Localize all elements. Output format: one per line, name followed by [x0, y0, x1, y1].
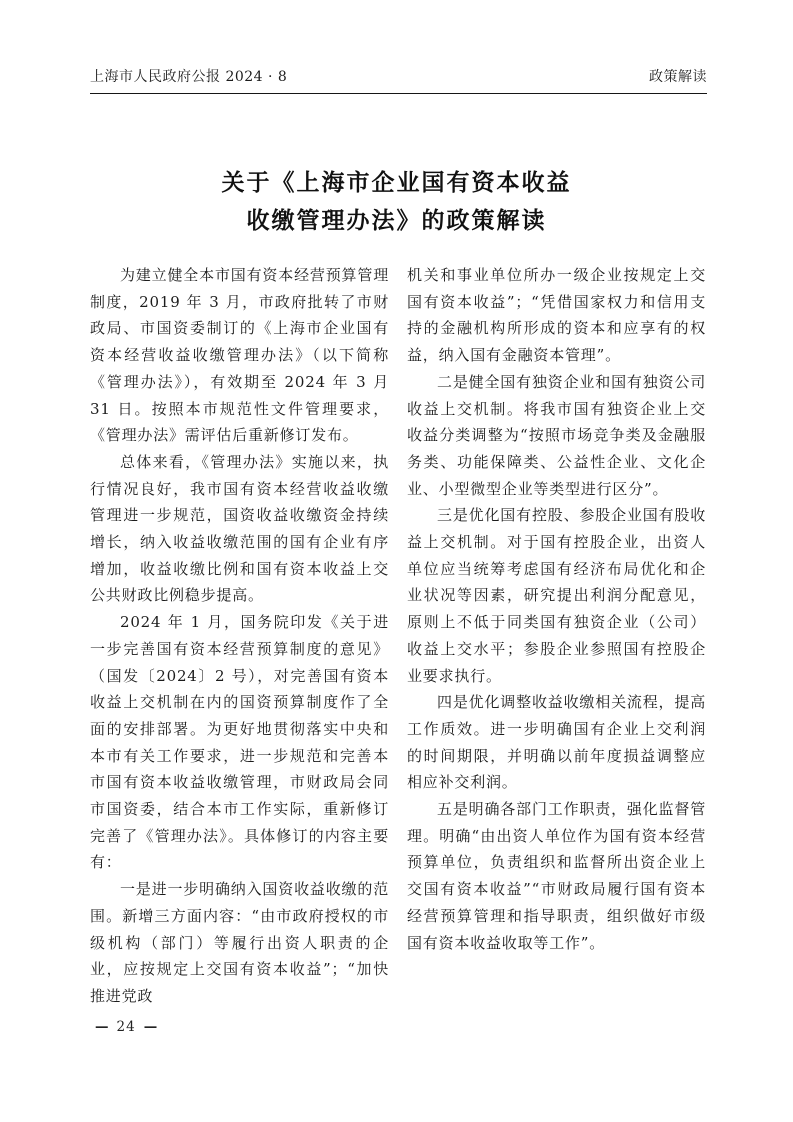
paragraph-point-one-continued: 机关和事业单位所办一级企业按规定上交国有资本收益”；“凭借国家权力和信用支持的金融机构所形成的资本和应享有的权益，纳入国有金融资本管理”。 [407, 266, 706, 365]
header-rule [90, 93, 707, 94]
paragraph-point-four: 四是优化调整收益收缴相关流程，提高工作质效。进一步明确国有企业上交利润的时间期限，并明确以前年度损益调整应相应补交利润。 [407, 693, 706, 792]
page-header [90, 66, 707, 86]
document-title-line2: 收缴管理办法》的政策解读 [246, 208, 547, 234]
page-number: 24 [116, 1019, 136, 1035]
section-label: 政策解读 [649, 69, 707, 85]
paragraph-revision-context: 2024 年 1 月，国务院印发《关于进一步完善国有资本经营预算制度的意见》（国发〔2024〕2 号），对完善国有资本收益上交机制在内的国资预算制度作了全面的安排部署。为更好地贯彻落实中央和本市有关工作要求，进一步规范和完善本市国有资本收益收缴管理，市财政局会同市国资委，结合本市工作实际，重新修订完善了《管理办法》。具体修订的内容主要有： [90, 613, 389, 872]
left-column [90, 262, 389, 1010]
paragraph-point-five: 五是明确各部门工作职责，强化监督管理。明确“由出资人单位作为国有资本经营预算单位，负责组织和监督所出资企业上交国有资本收益”“市财政局履行国有资本经营预算管理和指导职责，组织做好市级国有资本收益收取等工作”。 [407, 800, 706, 952]
footer-dash-left: — [95, 1019, 109, 1035]
right-column [407, 262, 706, 1010]
paragraph-overview: 总体来看，《管理办法》实施以来，执行情况良好，我市国有资本经营收益收缴管理进一步规范，国资收益收缴资金持续增长，纳入收益收缴范围的国有企业有序增加，收益收缴比例和国有资本收益上交公共财政比例稳步提高。 [90, 452, 389, 605]
gazette-issue-label: 上海市人民政府公报 2024 · 8 [90, 69, 288, 85]
paragraph-background: 为建立健全本市国有资本经营预算管理制度，2019 年 3 月，市政府批转了市财政局、市国资委制订的《上海市企业国有资本经营收益收缴管理办法》（以下简称《管理办法》），有效期至 2024 年 3 月 31 日。按照本市规范性文件管理要求，《管理办法》需评估后重新修订发布。 [90, 266, 389, 445]
paragraph-point-two: 二是健全国有独资企业和国有独资公司收益上交机制。将我市国有独资企业上交收益分类调整为“按照市场竞争类及金融服务类、功能保障类、公益性企业、文化企业、小型微型企业等类型进行区分”。 [407, 372, 706, 498]
page-footer [95, 1019, 157, 1035]
paragraph-point-one-start: 一是进一步明确纳入国资收益收缴的范围。新增三方面内容：“由市政府授权的市级机构（部门）等履行出资人职责的企业，应按规定上交国有资本收益”；“加快推进党政 [90, 880, 389, 1005]
footer-dash-right: — [143, 1019, 158, 1035]
document-body [90, 262, 706, 1010]
document-title [0, 164, 793, 240]
document-title-line1: 关于《上海市企业国有资本收益 [221, 170, 572, 196]
paragraph-point-three: 三是优化国有控股、参股企业国有股收益上交机制。对于国有控股企业，出资人单位应当统筹考虑国有经济布局优化和企业状况等因素，研究提出利润分配意见，原则上不低于同类国有独资企业（公司）收益上交水平；参股企业参照国有控股企业要求执行。 [407, 506, 706, 685]
